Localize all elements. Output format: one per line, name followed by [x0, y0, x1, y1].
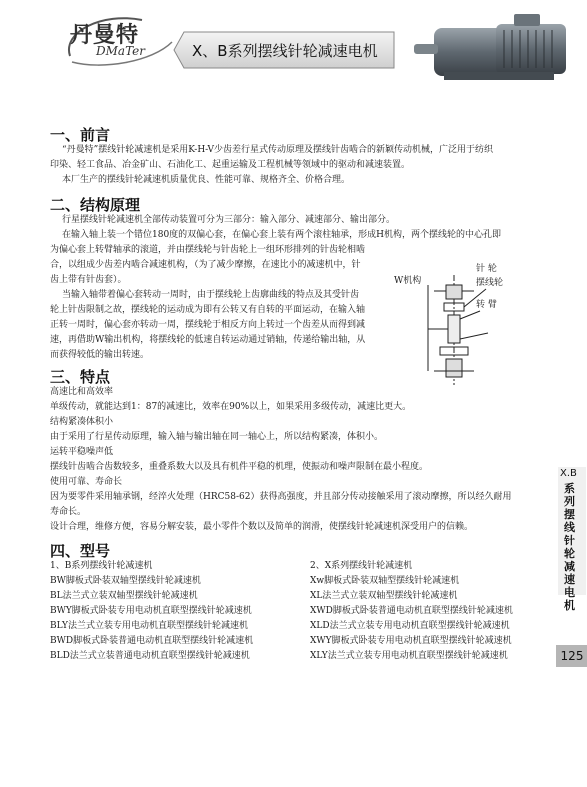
- heading-features: 三、特点: [50, 368, 111, 386]
- logo-text: 丹曼特: [70, 23, 140, 48]
- feature-line-1: 高速比和高效率: [50, 387, 114, 397]
- feature-line-9: 寿命长。: [50, 507, 87, 517]
- feature-line-3: 结构紧凑体积小: [50, 417, 114, 427]
- intro-line-2: 印染、轻工食品、冶金矿山、石油化工、起重运输及工程机械等领域中的驱动和减速装置。: [50, 160, 411, 170]
- structure-line-7: 轮上针齿限制之故，摆线轮的运动成为即有公转又有自转的平面运动，在输入轴: [50, 305, 366, 315]
- structure-line-5: 齿上带有针齿套）。: [50, 275, 127, 285]
- structure-line-9: 速，再借助W输出机构，将摆线轮的低速自转运动通过销轴，传递给输出轴，从: [50, 335, 366, 345]
- model-left-1: 1、B系列摆线针轮减速机: [50, 561, 153, 571]
- diagram-label-w-mechanism: W机构: [394, 276, 422, 286]
- structure-line-10: 而获得较低的输出转速。: [50, 350, 150, 360]
- model-right-4: XWD脚板式卧装普通电动机直联型摆线针轮减速机: [310, 606, 513, 616]
- model-left-4: BWY脚板式卧装专用电动机直联型摆线针轮减速机: [50, 606, 252, 616]
- structure-line-1: 行星摆线针轮减速机全部传动装置可分为三部分：输入部分、减速部分、输出部分。: [62, 215, 396, 225]
- feature-line-5: 运转平稳噪声低: [50, 447, 114, 457]
- intro-line-1: “丹曼特”摆线针轮减速机是采用K-H-V少齿差行星式传动原理及摆线针齿啮合的新颖传动机械，广泛用于纺织: [62, 145, 494, 155]
- page-title: X、B系列摆线针轮减速电机: [192, 42, 378, 60]
- heading-structure: 二、结构原理: [50, 196, 141, 214]
- structure-line-4: 合，以组成少齿差内啮合减速机构，（为了减少摩擦，在速比小的减速机中，针: [50, 260, 361, 270]
- feature-line-8: 因为要零件采用轴承钢，经淬火处理（HRC58-62）获得高强度，并且部分传动接触采用了滚动摩擦，所以经久耐用: [50, 492, 512, 502]
- model-left-2: BW脚板式卧装双轴型摆线针轮减速机: [50, 576, 201, 586]
- structure-line-6: 当输入轴带着偏心套转动一周时，由于摆线轮上齿廓曲线的特点及其受针齿: [62, 290, 360, 300]
- intro-line-3: 本厂生产的摆线针轮减速机质量优良、性能可靠、规格齐全、价格合理。: [62, 175, 351, 185]
- structure-line-2: 在输入轴上装一个错位180度的双偏心套，在偏心套上装有两个滚柱轴承，形成H机构，两个摆线轮的中心孔即: [62, 230, 502, 240]
- model-left-7: BLD法兰式立装普通电动机直联型摆线针轮减速机: [50, 651, 250, 661]
- diagram-label-cycloid-wheel: 摆线轮: [476, 278, 504, 288]
- model-right-6: XWY脚板式卧装专用电动机直联型摆线针轮减速机: [310, 636, 512, 646]
- page-number: 125: [560, 649, 584, 663]
- gear-motor-image: [404, 6, 584, 86]
- heading-models: 四、型号: [50, 542, 111, 560]
- model-right-3: XL法兰式立装双轴型摆线针轮减速机: [310, 591, 458, 601]
- model-left-6: BWD脚板式卧装普通电动机直联型摆线针轮减速机: [50, 636, 254, 646]
- feature-line-4: 由于采用了行星传动原理，输入轴与输出轴在同一轴心上，所以结构紧凑，体积小。: [50, 432, 384, 442]
- feature-line-7: 使用可靠、寿命长: [50, 477, 123, 487]
- model-left-5: BLY法兰式立装专用电动机直联型摆线针轮减速机: [50, 621, 248, 631]
- structure-line-8: 正转一周时，偏心套亦转动一周，摆线轮于相反方向上转过一个齿差从而得到减: [50, 320, 366, 330]
- feature-line-6: 摆线针齿啮合齿数较多，重叠系数大以及具有机件平稳的机理，使振动和噪声限制在最小程度。: [50, 462, 429, 472]
- structure-line-3: 为偏心套上转臂轴承的滚道，并由摆线轮与针齿轮上一组环形排列的针齿轮相啮: [50, 245, 366, 255]
- model-right-7: XLY法兰式立装专用电动机直联型摆线针轮减速机: [310, 651, 508, 661]
- diagram-label-pin-wheel: 针 轮: [476, 264, 497, 274]
- feature-line-10: 设计合理，维修方便，容易分解安装，最小零件个数以及简单的润滑，使摆线针轮减速机深受用户的信赖。: [50, 522, 474, 532]
- model-left-3: BL法兰式立装双轴型摆线针轮减速机: [50, 591, 198, 601]
- model-right-1: 2、X系列摆线针轮减速机: [310, 561, 413, 571]
- side-tab-text: 系列摆线针轮减速电机: [564, 482, 575, 612]
- model-right-5: XLD法兰式立装专用电动机直联型摆线针轮减速机: [310, 621, 510, 631]
- logo-subtitle: DMaTer: [96, 44, 145, 58]
- diagram-label-arm: 转 臂: [476, 300, 497, 310]
- feature-line-2: 单级传动，就能达到1：87的减速比，效率在90%以上，如果采用多级传动，减速比更大。: [50, 402, 412, 412]
- side-tab-prefix: X.B: [560, 468, 577, 479]
- heading-intro: 一、前言: [50, 126, 111, 144]
- model-right-2: Xw脚板式卧装双轴型摆线针轮减速机: [310, 576, 460, 586]
